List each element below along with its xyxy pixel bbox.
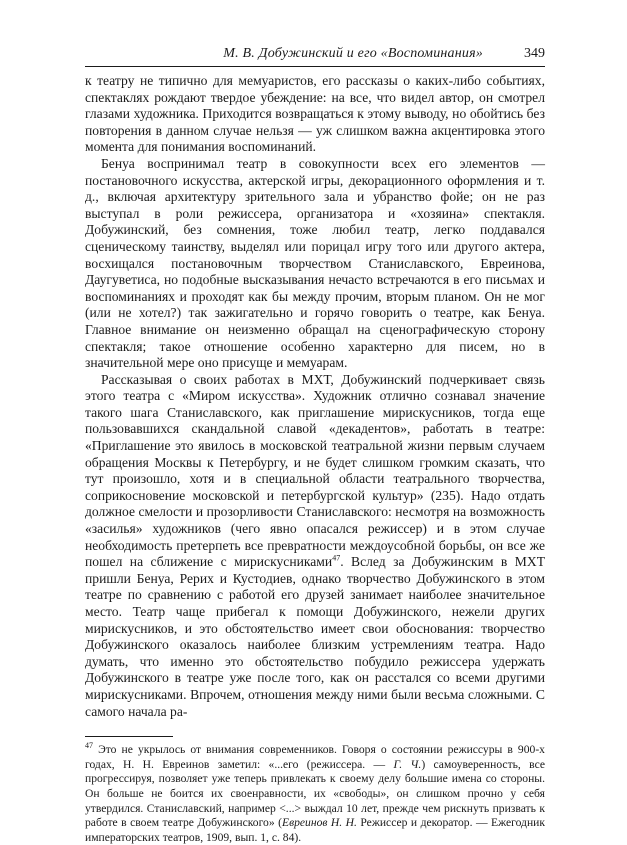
footnote-source-author: Евреинов Н. Н. [281,816,357,830]
footnote-text-2: ) самоуверенность, все прогрессируя, позволяет уже теперь привлекать к своему делу большие имена со стороны. Он больше не боится их своенравности, их «свободы», он слишком прочно у себя утвердился. Станиславский, например <...> выждал 10 лет, прежде чем рискнуть призвать к работе в своем театре Добужинского» ( [85,757,546,830]
footnote-text-3: Режиссер и декоратор. — Ежегодник императорских театров, 1909, вып. 1, с. 84). [85,816,545,844]
running-title: М. В. Добужинский и его «Воспоминания» [223,46,483,61]
main-text [85,73,545,720]
footnote-number: 47 [85,741,93,751]
paragraph-3-continuation: Вслед за Добужинским в МХТ пришли Бенуа, Рерих и Кустодиев, однако творчество Добужинского в этом театре по сравнению с работой его друзей занимает наиболее значительное место. Театр чаще прибегал к помощи Добужинского, нежели других мирискусников, и это обстоятельство имеет свои обоснования: творчество Добужинского оказалось наиболее близким устремлениям театра. Надо думать, что именно это обстоятельство побудило режиссера удержать Добужинского в театре уже после того, как он расстался со всеми другими мирискусниками. Впрочем, отношения между ними были весьма сложными. С самого начала ра- [85,554,545,719]
paragraph-3-text: Рассказывая о своих работах в МХТ, Добужинский подчеркивает связь этого театра с «Миром искусства». Художник отлично сознавал значение такого шага Станиславского, как приглашение мирискусников, тогда еще пользовавшихся скандальной славой «декадентов», работать в театре: «Приглашение это явилось в московской театральной жизни первым случаем обращения Москвы к Петербургу, и не будет слишком громким сказать, что тут произошло, хотя и в специальной области театрального творчества, соприкосновение московской и петербургской культур» (235). Надо отдать должное смелости и прозорливости Станиславского: несмотря на возможность «засилья» художников (чего явно опасался режиссер) и в этом случае необходимость претерпеть все превратности междоусобной борьбы, он все же пошел на сближение с мирискусниками [85,371,545,570]
footnote-text-1: Это не укрылось от внимания современников. Говоря о состоянии режиссуры в 900-х годах, Н. Н. Евреинов заметил: «...его (режиссера. — [85,743,545,771]
paragraph-2: Бенуа воспринимал театр в совокупности всех его элементов — постановочного искусства, актерской игры, декорационного оформления и т. д., включая архитектуру зрительного зала и убранство фойе; он не раз выступал в роли режиссера, организатора и «хозяина» спектакля. Добужинский, без сомнения, тоже любил театр, легко поддавался сценическому таинству, выделял или порицал игру того или другого актера, восхищался постановочным творчеством Станиславского, Евреинова, Даугуветиса, но подобные высказывания нечасто встречаются в его письмах и воспоминаниях и проходят как бы между прочим, вторым планом. Он не мог (или не хотел?) так зажигательно и горячо говорить о театре, как Бенуа. Главное внимание он неизменно обращал на сценографическую сторону спектакля; такое отношение особенно характерно для писем, но в значительной мере оно присуще и мемуарам. [85,155,545,371]
footnote-initials: Г. Ч. [393,757,422,771]
paragraph-1: к театру не типично для мемуаристов, его рассказы о каких-либо событиях, спектаклях рождают твердое убеждение: на все, что видел автор, он смотрел глазами художника. Приходится возвращаться к этому выводу, но обойтись без повторения в данном случае нельзя — уж слишком важна акцентировка этого момента для понимания воспоминаний. [85,73,545,155]
page-number: 349 [524,46,545,61]
page-header [85,44,545,67]
paragraph-3: Рассказывая о своих работах в МХТ, Добужинский подчеркивает связь этого театра с «Миром искусства». Художник отлично сознавал значение такого шага Станиславского, как приглашение мирискусников, тогда еще пользовавшихся скандальной славой «декадентов», работать в театре: «Приглашение это явилось в московской театральной жизни первым случаем обращения Москвы к Петербургу, и не будет слишком громким сказать, что тут произошло, хотя и в специальной области театрального творчества, соприкосновение московской и петербургской культур» (235). Надо отдать должное смелости и прозорливости Станиславского: несмотря на возможность «засилья» художников (чего явно опасался режиссер) и в этом случае необходимость претерпеть все превратности междоусобной борьбы, он все же пошел на сближение с мирискусниками$^{47}$. Вслед за Добужинским в МХТ пришли Бенуа, Рерих и Кустодиев, однако творчество Добужинского в этом театре по сравнению с работой его друзей занимает наиболее значительное место. Театр чаще прибегал к помощи Добужинского, нежели других мирискусников, и это обстоятельство имеет свои обоснования: творчество Добужинского оказалось наиболее близким устремлениям театра. Надо думать, что именно это обстоятельство побудило режиссера удержать Добужинского в театре уже после того, как он расстался со всеми другими мирискусниками. Впрочем, отношения между ними были весьма сложными. С самого начала ра- [85,371,545,719]
footnote [85,743,545,845]
footnote-reference[interactable]: 47 [332,553,341,563]
footnote-divider [85,736,173,737]
document-page [85,44,545,845]
